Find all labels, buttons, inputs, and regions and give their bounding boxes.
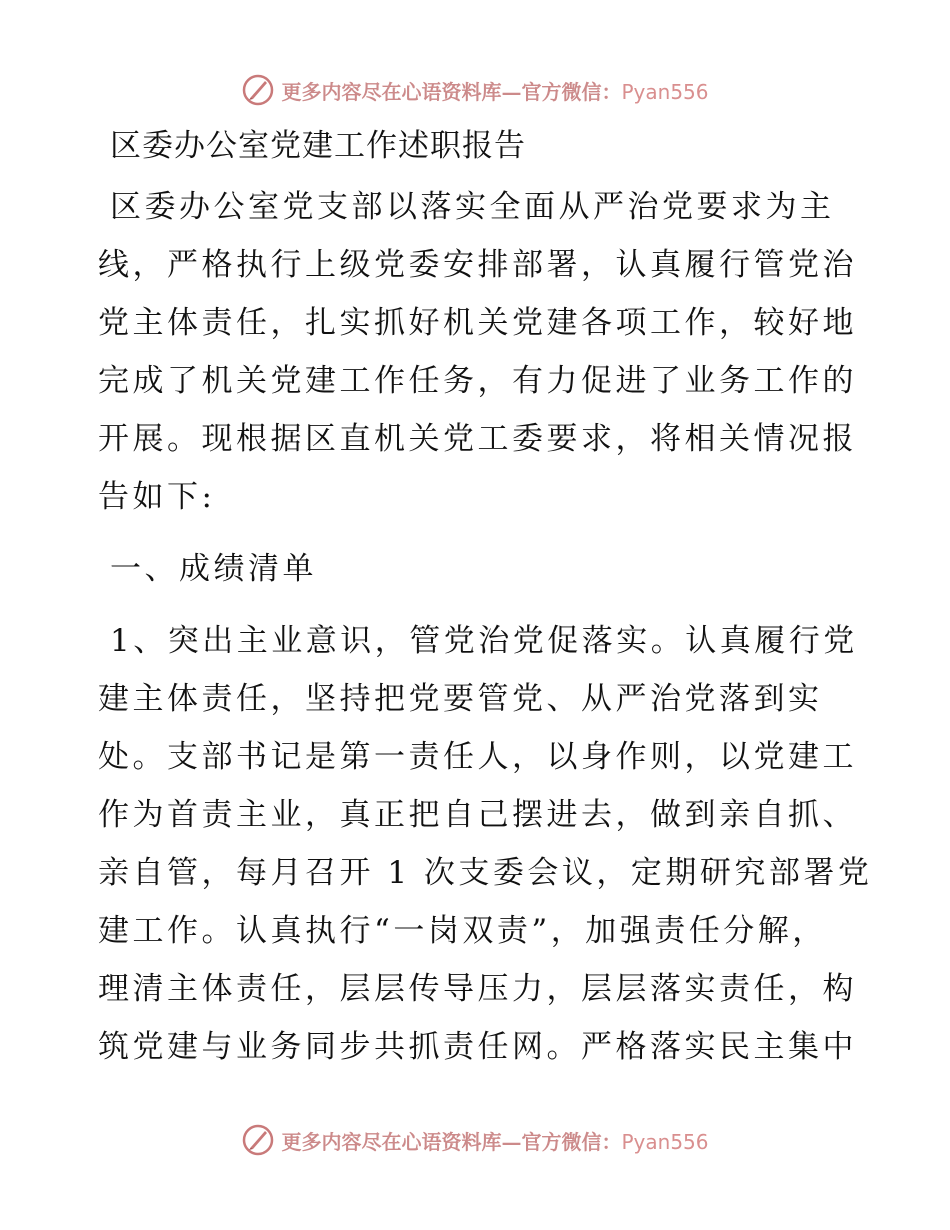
item1-line: 建主体责任，坚持把党要管党、从严治党落到实: [98, 681, 823, 717]
intro-line: 开展。现根据区直机关党工委要求，将相关情况报: [98, 421, 857, 457]
item1-line: 处。支部书记是第一责任人，以身作则，以党建工: [98, 739, 857, 775]
intro-line: 区委办公室党支部以落实全面从严治党要求为主: [110, 189, 835, 225]
item1-line: 亲自管，每月召开 1 次支委会议，定期研究部署党: [98, 855, 873, 891]
item1-line: 作为首责主业，真正把自己摆进去，做到亲自抓、: [98, 797, 857, 833]
document-title: 区委办公室党建工作述职报告: [110, 128, 526, 164]
document-body: [98, 118, 873, 1076]
intro-line: 告如下:: [98, 479, 216, 515]
item1-line: 筑党建与业务同步共抓责任网。严格落实民主集中: [98, 1029, 857, 1065]
watermark-text: [281, 76, 708, 105]
section-heading: [98, 540, 858, 598]
section-heading-text: 一、成绩清单: [110, 551, 317, 587]
watermark-text-cn: 更多内容尽在心语资料库—官方微信：: [281, 1129, 622, 1154]
watermark-header: [0, 70, 950, 110]
watermark-footer: [0, 1120, 950, 1160]
intro-line: 完成了机关党建工作任务，有力促进了业务工作的: [98, 363, 857, 399]
item1-paragraph: [98, 612, 858, 670]
item1-line: 1、突出主业意识，管党治党促落实。认真履行党: [110, 623, 858, 659]
intro-line: 线，严格执行上级党委安排部署，认真履行管党治: [98, 247, 857, 283]
quill-logo-icon: [241, 73, 275, 107]
intro-paragraph-cont: [98, 236, 858, 526]
watermark-text-cn: 更多内容尽在心语资料库—官方微信：: [281, 79, 622, 104]
item1-paragraph-cont: [98, 670, 873, 1076]
quill-logo-icon: [241, 1123, 275, 1157]
item1-line: 理清主体责任，层层传导压力，层层落实责任，构: [98, 971, 857, 1007]
intro-line: 党主体责任，扎实抓好机关党建各项工作，较好地: [98, 305, 857, 341]
watermark-text-latin: Pyan556: [621, 1129, 709, 1154]
item1-line: 建工作。认真执行“一岗双责”，加强责任分解，: [98, 913, 827, 949]
watermark-text: [281, 1126, 708, 1155]
intro-paragraph: [98, 178, 858, 236]
watermark-text-latin: Pyan556: [621, 79, 709, 104]
